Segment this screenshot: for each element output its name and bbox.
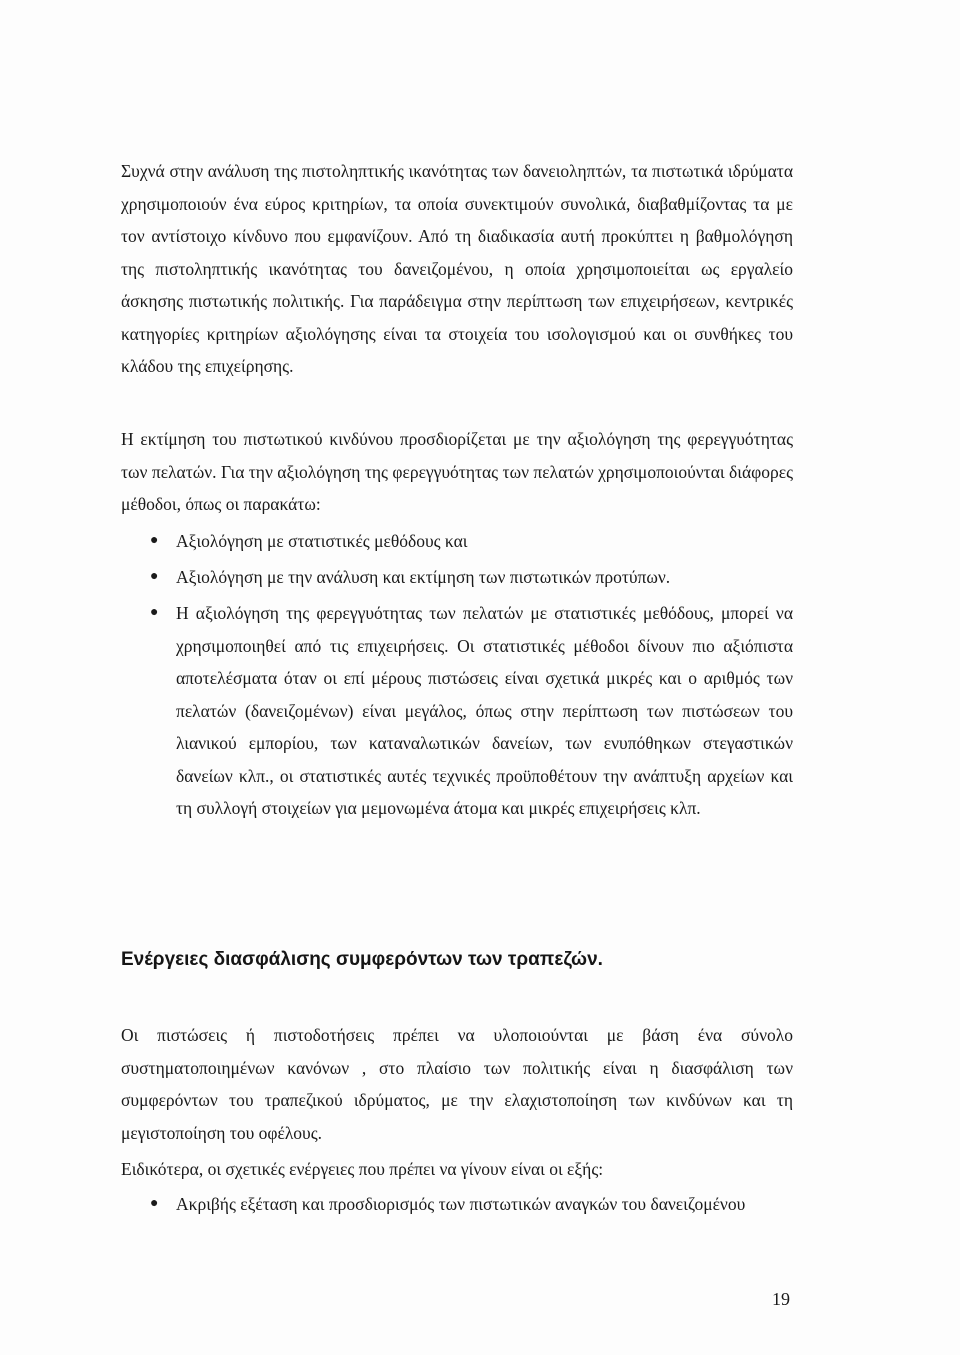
actions-list <box>121 1188 793 1221</box>
list-item <box>121 525 793 558</box>
paragraph-text: Συχνά στην ανάλυση της πιστοληπτικής ικανότητας των δανειοληπτών, τα πιστωτικά ιδρύματα χρησιμοποιούν ένα εύρος κριτηρίων, τα οποία συνεκτιμούν συνολικά, διαβαθμίζοντας τα με τον αντίστοιχο κίνδυνο που εμφανίζουν. Από τη διαδικασία αυτή προκύπτει η βαθμολόγηση της πιστοληπτικής ικανότητας του δανειζομένου, η οποία χρησιμοποιείται ως εργαλείο άσκησης πιστωτικής πολιτικής. Για παράδειγμα στην περίπτωση των επιχειρήσεων, κεντρικές κατηγορίες κριτηρίων αξιολόγησης είναι τα στοιχεία του ισολογισμού και οι συνθήκες του κλάδου της επιχείρησης. <box>121 161 793 376</box>
paragraph-text: Η εκτίμηση του πιστωτικού κινδύνου προσδιορίζεται με την αξιολόγηση της φερεγγυότητας των πελατών. Για την αξιολόγηση της φερεγγυότητας των πελατών χρησιμοποιούνται διάφορες μέθοδοι, όπως οι παρακάτω: <box>121 429 793 514</box>
paragraph-text: Οι πιστώσεις ή πιστοδοτήσεις πρέπει να υλοποιούνται με βάση ένα σύνολο συστηματοποιημένων κανόνων , στο πλαίσιο των πολιτικής είναι η διασφάλιση των συμφερόντων του τραπεζικού ιδρύματος, με την ελαχιστοποίηση των κινδύνων και τη μεγιστοποίηση του οφέλους. <box>121 1025 793 1143</box>
paragraph-text: Ειδικότερα, οι σχετικές ενέργειες που πρέπει να γίνουν είναι οι εξής: <box>121 1159 604 1179</box>
list-item-text: Η αξιολόγηση της φερεγγυότητας των πελατών με στατιστικές μεθόδους, μπορεί να χρησιμοποιηθεί από τις επιχειρήσεις. Οι στατιστικές μέθοδοι δίνουν πιο αξιόπιστα αποτελέσματα όταν οι επί μέρους πιστώσεις είναι σχετικά μικρές και ο αριθμός των πελατών (δανειζομένων) είναι μεγάλος, όπως στην περίπτωση των πιστώσεων του λιανικού εμπορίου, των καταναλωτικών δανείων, των ενυπόθηκων στεγαστικών δανείων κλπ., οι στατιστικές αυτές τεχνικές προϋποθέτουν την ανάπτυξη αρχείων και τη συλλογή στοιχείων για μεμονωμένα άτομα και μικρές επιχειρήσεις κλπ. <box>176 603 793 818</box>
list-item-text: Ακριβής εξέταση και προσδιορισμός των πιστωτικών αναγκών του δανειζομένου <box>176 1194 746 1214</box>
list-item <box>121 1188 793 1221</box>
page-number: 19 <box>772 1289 790 1309</box>
bullet-icon: ● <box>150 605 159 620</box>
bullet-icon: ● <box>150 1196 159 1211</box>
section-heading: Ενέργειες διασφάλισης συμφερόντων των τραπεζών. <box>121 949 603 970</box>
list-item-text: Αξιολόγηση με την ανάλυση και εκτίμηση των πιστωτικών προτύπων. <box>176 566 671 587</box>
list-item-text: Αξιολόγηση με στατιστικές μεθόδους και <box>176 531 468 551</box>
bullet-icon: ● <box>150 533 159 548</box>
list-item <box>121 597 793 825</box>
bullet-icon: ● <box>150 568 159 584</box>
paragraph-credit-rules <box>121 1019 793 1149</box>
paragraph-credit-assessment <box>121 155 793 383</box>
paragraph-actions-intro <box>121 1153 793 1186</box>
methods-list <box>121 525 793 825</box>
list-item <box>121 561 793 594</box>
paragraph-credit-risk <box>121 423 793 521</box>
